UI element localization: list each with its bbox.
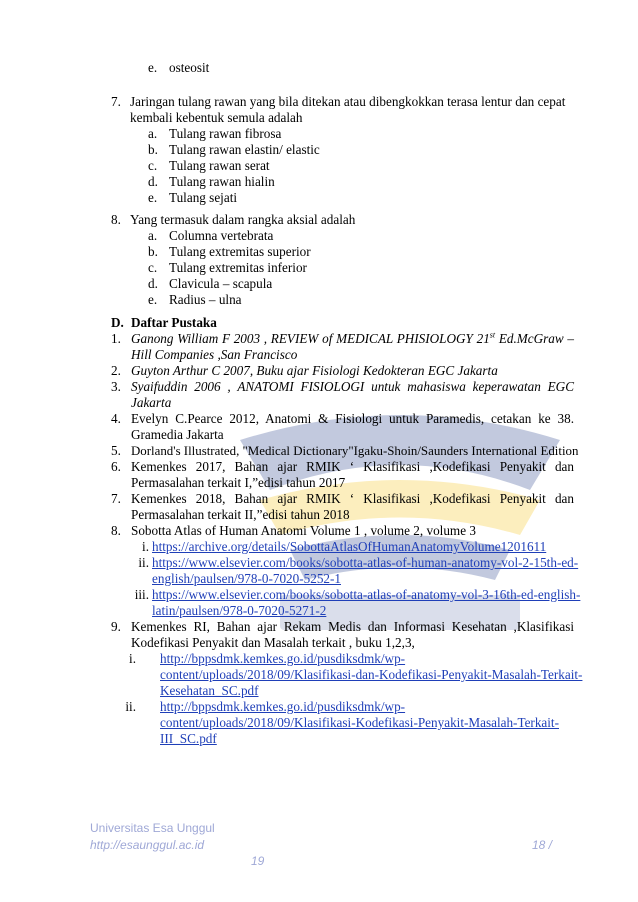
reference-number: 3. (111, 379, 121, 394)
option-text: Clavicula – scapula (169, 276, 273, 291)
roman-numeral: i. (142, 539, 149, 554)
reference-number: 6. (111, 459, 121, 474)
option-letter: c. (148, 158, 158, 173)
reference-text: Gramedia Jakarta (131, 427, 224, 442)
reference-text: Kemenkes 2018, Bahan ajar RMIK ‘ Klasifikasi ,Kodefikasi Penyakit dan (131, 491, 574, 506)
question-stem: kembali kebentuk semula adalah (130, 110, 303, 125)
reference-text: Ganong William F 2003 , REVIEW of MEDICAL PHISIOLOGY 21st Ed.McGraw – (131, 330, 574, 346)
reference-text: Permasalahan terkait II,”edisi tahun 2018 (131, 507, 350, 522)
reference-link[interactable]: https://www.elsevier.com/books/sobotta-atlas-of-human-anatomy-vol-2-15th-ed- (152, 555, 579, 570)
reference-text: Kodefikasi Penyakit dan Masalah terkait , buku 1,2,3, (131, 635, 415, 650)
question-stem: Jaringan tulang rawan yang bila ditekan atau dibengkokkan terasa lentur dan cepat (130, 94, 566, 109)
option-letter: e. (148, 60, 158, 75)
option-text: Columna vertebrata (169, 228, 274, 243)
reference-text: Syaifuddin 2006 , ANATOMI FISIOLOGI untuk mahasiswa keperawatan EGC (131, 379, 574, 394)
option-text: Tulang rawan elastin/ elastic (169, 142, 320, 157)
roman-numeral: iii. (134, 587, 149, 602)
option-text: Radius – ulna (169, 292, 242, 307)
reference-number: 4. (111, 411, 121, 426)
reference-number: 5. (111, 443, 121, 458)
reference-number: 9. (111, 619, 121, 634)
section-letter: D. (111, 315, 124, 330)
option-text: Tulang rawan serat (169, 158, 270, 173)
reference-link[interactable]: latin/paulsen/978-0-7020-5271-2 (152, 603, 327, 618)
option-text: Tulang rawan hialin (169, 174, 275, 189)
option-letter: e. (148, 190, 158, 205)
question-number: 8. (111, 212, 121, 227)
reference-text: Kemenkes 2017, Bahan ajar RMIK ‘ Klasifikasi ,Kodefikasi Penyakit dan (131, 459, 574, 474)
reference-text: Sobotta Atlas of Human Anatomi Volume 1 , volume 2, volume 3 (131, 523, 476, 538)
reference-number: 2. (111, 363, 121, 378)
section-title: Daftar Pustaka (131, 315, 217, 330)
option-letter: b. (148, 244, 158, 259)
reference-text: Kemenkes RI, Bahan ajar Rekam Medis dan Informasi Kesehatan ,Klasifikasi (131, 619, 574, 634)
option-text: Tulang extremitas superior (169, 244, 311, 259)
reference-link[interactable]: content/uploads/2018/09/Klasifikasi-Kodefikasi-Penyakit-Masalah-Terkait- (160, 715, 559, 730)
reference-link[interactable]: http://bppsdmk.kemkes.go.id/pusdiksdmk/wp- (160, 699, 406, 714)
reference-link[interactable]: Kesehatan_SC.pdf (160, 683, 259, 698)
option-letter: d. (148, 174, 158, 189)
reference-link[interactable]: english/paulsen/978-0-7020-5252-1 (152, 571, 341, 586)
question-number: 7. (111, 94, 121, 109)
reference-text: Guyton Arthur C 2007, Buku ajar Fisiologi Kedokteran EGC Jakarta (131, 363, 498, 378)
roman-numeral: ii. (138, 555, 149, 570)
option-text: Tulang extremitas inferior (169, 260, 307, 275)
option-text: Tulang rawan fibrosa (169, 126, 282, 141)
footer-university-name: Universitas Esa Unggul (90, 821, 215, 835)
reference-link[interactable]: content/uploads/2018/09/Klasifikasi-dan-Kodefikasi-Penyakit-Masalah-Terkait- (160, 667, 583, 682)
option-text: osteosit (169, 60, 210, 75)
option-text: Tulang sejati (169, 190, 238, 205)
option-letter: e. (148, 292, 158, 307)
footer-url[interactable]: http://esaunggul.ac.id (90, 838, 205, 852)
option-letter: a. (148, 126, 158, 141)
reference-text: Hill Companies ,San Francisco (131, 347, 298, 362)
option-letter: d. (148, 276, 158, 291)
reference-number: 7. (111, 491, 121, 506)
reference-link[interactable]: III_SC.pdf (160, 731, 217, 746)
reference-link[interactable]: http://bppsdmk.kemkes.go.id/pusdiksdmk/wp- (160, 651, 406, 666)
reference-text: Evelyn C.Pearce 2012, Anatomi & Fisiologi untuk Paramedis, cetakan ke 38. (131, 411, 574, 426)
roman-numeral: ii. (125, 699, 136, 714)
reference-text: Jakarta (131, 395, 172, 410)
page-number: 18 / (532, 838, 553, 852)
reference-text: Permasalahan terkait I,”edisi tahun 2017 (131, 475, 346, 490)
option-letter: c. (148, 260, 158, 275)
reference-number: 1. (111, 331, 121, 346)
reference-text: Dorland's Illustrated, "Medical Dictionary"Igaku-Shoin/Saunders International Edition (131, 444, 579, 458)
roman-numeral: i. (129, 651, 136, 666)
page-total: 19 (251, 854, 265, 868)
reference-link[interactable]: https://www.elsevier.com/books/sobotta-atlas-of-anatomy-vol-3-16th-ed-english- (152, 587, 581, 602)
question-stem: Yang termasuk dalam rangka aksial adalah (130, 212, 356, 227)
option-letter: a. (148, 228, 158, 243)
option-letter: b. (148, 142, 158, 157)
reference-number: 8. (111, 523, 121, 538)
reference-link[interactable]: https://archive.org/details/SobottaAtlasOfHumanAnatomyVolume1201611 (152, 539, 547, 554)
